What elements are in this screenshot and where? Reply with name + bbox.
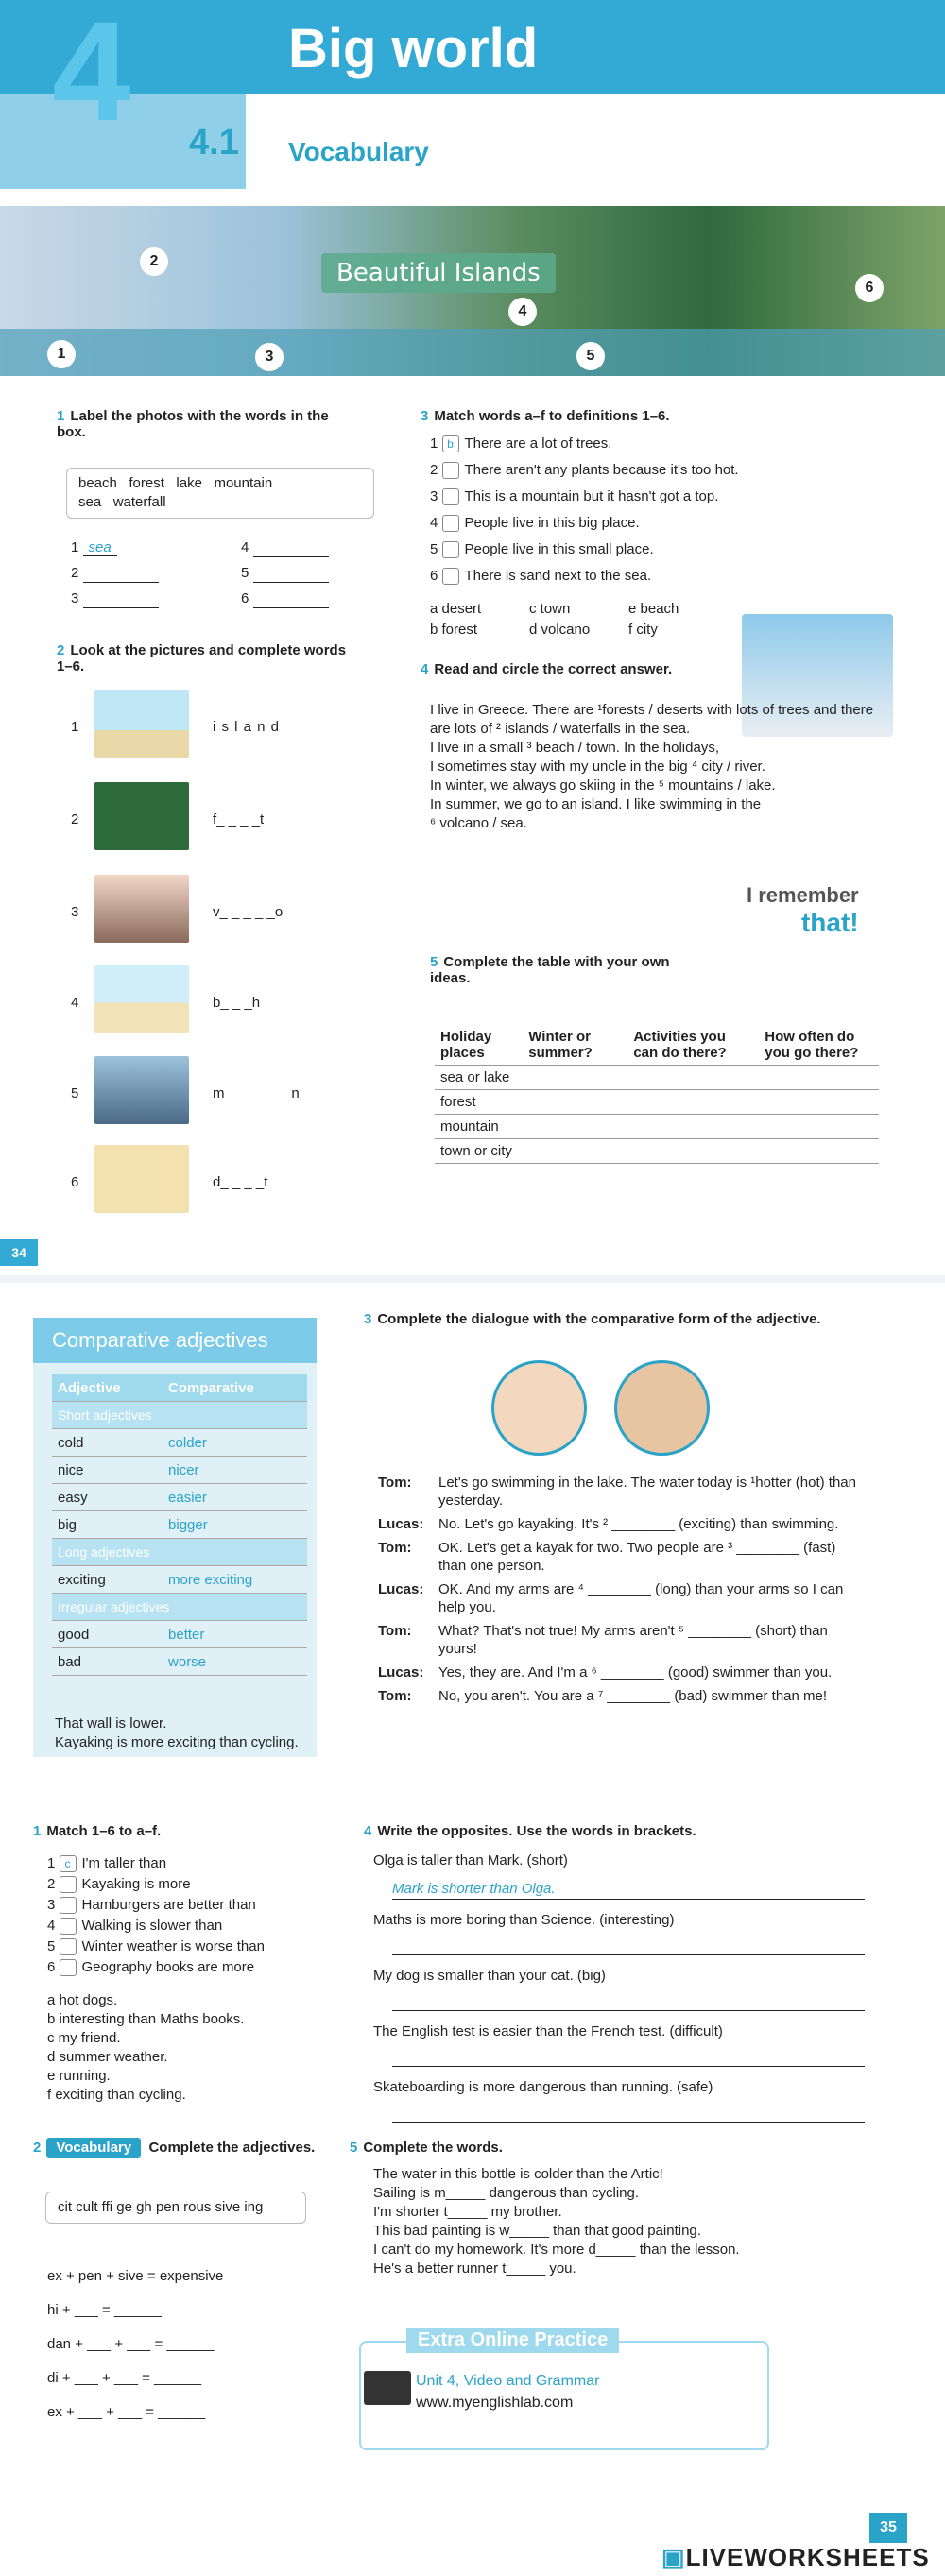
table-row: town or city [435, 1139, 879, 1164]
ex1-text: Label the photos with the words in the box. [57, 408, 329, 440]
word: beach [78, 475, 117, 491]
remember-bubble: I remember that! [747, 883, 859, 937]
lucas-avatar [614, 1360, 710, 1456]
liveworksheets-logo: ▣LIVEWORKSHEETS [662, 2543, 930, 2571]
g5-instruction: 5 Complete the words. [350, 2140, 503, 2156]
table-row: sea or lake [435, 1066, 879, 1090]
comparative-table: Adjective Comparative Short adjectives cold colder nice nicer easy easier big bigger Long adjectives exciting more exciting Irregular adjectives good better bad worse [52, 1374, 307, 1676]
section-irregular: Irregular adjectives [52, 1594, 307, 1621]
forest-picture [94, 782, 189, 850]
ex2-num-4: 4 [71, 995, 79, 1011]
ex3-option-e: e beach [628, 601, 679, 617]
table-header-row [435, 1025, 879, 1066]
ex1-item-6: 6 [241, 589, 329, 608]
photo-label-4: 4 [508, 298, 537, 326]
ex1-answer-2[interactable] [83, 567, 159, 583]
extra-practice-title: Extra Online Practice [406, 2328, 619, 2353]
col-adjective: Adjective [52, 1374, 163, 1402]
word: forest [129, 475, 164, 491]
ex2-num-1: 1 [71, 719, 79, 735]
g3-dialogue: Tom: Let's go swimming in the lake. The water today is ¹hotter (hot) than yesterday. Lucas: No. Let's go kayaking. It's ² ________ (exciting) than swimming. Tom: OK. Let's get a kayak for two. Two people are ³ ________ (fast) than one person. Lucas: OK. And my arms are ⁴ ________ (long) than your arms so I can help you. Tom: What? That's not true! My arms aren't ⁵ ________ (short) than yours! Lucas: Yes, they are. And I'm a ⁶ ________ (good) swimmer than you. Tom: No, you aren't. You are a ⁷ ________ (bad) swimmer than me! [378, 1475, 856, 1704]
word: mountain [214, 475, 273, 491]
g5-items: The water in this bottle is colder than the Artic! Sailing is m_____ dangerous than cycling. I'm shorter t_____ my brother. This bad painting is w_____ than that good painting. I can't do my homework. It's more d_____ than the lesson. He's a better runner t_____ you. [373, 2166, 740, 2277]
photo-label-6: 6 [855, 274, 884, 302]
ex2-word-1[interactable]: i s l a n d [213, 719, 281, 735]
page-number-left: 34 [0, 1239, 38, 1266]
table-row: mountain [435, 1115, 879, 1139]
unit-number: 4 [52, 0, 131, 150]
table-header: Holiday places [435, 1025, 523, 1066]
g2-instruction: 2 Vocabulary Complete the adjectives. [33, 2140, 316, 2156]
ex3-item-5: 5 People live in this small place. [430, 541, 654, 557]
ex1-word-box [66, 468, 374, 519]
ex3-instruction: 3 Match words a–f to definitions 1–6. [421, 408, 670, 424]
section-short: Short adjectives [52, 1402, 307, 1429]
vocabulary-badge: Vocabulary [46, 2138, 141, 2158]
ex3-item-6: 6 There is sand next to the sea. [430, 568, 652, 584]
ex1-answer-5[interactable] [253, 567, 329, 583]
ex2-num-3: 3 [71, 904, 79, 920]
photo-sea [0, 329, 945, 376]
ex2-word-3[interactable]: v_ _ _ _ _o [213, 904, 284, 920]
word: lake [176, 475, 202, 491]
ex2-word-6[interactable]: d_ _ _ _t [213, 1174, 268, 1190]
island-picture [94, 690, 189, 758]
ex4-instruction: 4 Read and circle the correct answer. [421, 661, 673, 677]
g1-instruction: 1 Match 1–6 to a–f. [33, 1823, 162, 1839]
page-divider [0, 1275, 945, 1283]
page-number-right: 35 [869, 2513, 907, 2543]
ex1-number: 1 [57, 408, 65, 424]
beach-picture [94, 965, 189, 1033]
ex1-item-1: 1 sea [71, 538, 117, 557]
grammar-example-a: That wall is lower. [55, 1715, 167, 1732]
section-number: 4.1 [189, 123, 239, 162]
mountain-picture [94, 1056, 189, 1124]
ex1-instruction [57, 408, 340, 440]
ex3-item-3: 3 This is a mountain but it hasn't got a top. [430, 488, 719, 504]
volcano-picture [94, 875, 189, 943]
tom-avatar [491, 1360, 587, 1456]
ex3-item-4: 4 People live in this big place. [430, 515, 640, 531]
ex1-answer-6[interactable] [253, 592, 329, 608]
ex1-answer-3[interactable] [83, 592, 159, 608]
g1-options: a hot dogs. b interesting than Maths books. c my friend. d summer weather. e running. f exciting than cycling. [47, 1992, 245, 2103]
ex4-text: I live in Greece. There are ¹forests / deserts with lots of trees and there are lots of ² islands / waterfalls in the sea. I live in a small ³ beach / town. In the holidays, I sometimes stay with my uncle in the big ⁴ city / river. In winter, we always go skiing in the ⁵ mountains / lake. In summer, we go to an island. I like swimming in the ⁶ volcano / sea. [430, 702, 874, 831]
ex5-instruction: 5 Complete the table with your own ideas. [430, 954, 670, 986]
col-comparative: Comparative [163, 1374, 307, 1402]
photo-banner: Beautiful Islands [321, 253, 556, 293]
g4-instruction: 4 Write the opposites. Use the words in brackets. [364, 1823, 696, 1839]
ex3-option-c: c town [529, 601, 571, 617]
ex1-item-2: 2 [71, 564, 159, 583]
table-header: Winter or summer? [523, 1025, 627, 1066]
ex2-word-4[interactable]: b_ _ _h [213, 995, 261, 1011]
photo-label-5: 5 [576, 342, 605, 370]
ex3-item-1: 1 b There are a lot of trees. [430, 435, 612, 452]
unit-title: Big world [288, 18, 539, 79]
ex2-word-5[interactable]: m_ _ _ _ _ _n [213, 1085, 300, 1101]
watermark-text: LIVEWORKSHEETS [685, 2543, 930, 2571]
table-row: forest [435, 1090, 879, 1115]
ex3-option-a: a desert [430, 601, 482, 617]
grammar-title: Comparative adjectives [33, 1318, 317, 1363]
ex3-item-2: 2 There aren't any plants because it's too hot. [430, 462, 739, 478]
photo-label-3: 3 [255, 343, 284, 371]
section-title: Vocabulary [288, 137, 429, 166]
table-header: Activities you can do there? [627, 1025, 759, 1066]
photo-label-1: 1 [47, 340, 76, 368]
ex3-option-b: b forest [430, 622, 478, 638]
ex3-option-f: f city [628, 622, 658, 638]
grammar-example-b: Kayaking is more exciting than cycling. [55, 1734, 299, 1750]
ex2-num-6: 6 [71, 1174, 79, 1190]
ex5-table [435, 1025, 879, 1164]
ex2-num-5: 5 [71, 1085, 79, 1101]
ex2-num-2: 2 [71, 811, 79, 827]
unit-header [0, 0, 945, 189]
ex1-item-3: 3 [71, 589, 159, 608]
g2-items: ex + pen + sive = expensive hi + ___ = ______ dan + ___ + ___ = ______ di + ___ + ___ = ______ ex + ___ + ___ = ______ [47, 2268, 224, 2420]
g2-parts-box: cit cult ffi ge gh pen rous sive ing [45, 2192, 306, 2224]
ex1-item-4: 4 [241, 538, 329, 557]
ex2-word-2[interactable]: f_ _ _ _t [213, 811, 265, 827]
table-header: How often do you go there? [759, 1025, 879, 1066]
g4-items: Olga is taller than Mark. (short) Mark is shorter than Olga. Maths is more boring than Science. (interesting) My dog is smaller than your cat. (big) The English test is easier than the French test. (difficult) Skateboarding is more dangerous than running. (safe) [373, 1851, 884, 2134]
desert-picture [94, 1145, 189, 1213]
ex1-answer-4[interactable] [253, 541, 329, 557]
ex1-answer-1[interactable]: sea [83, 539, 117, 556]
extra-practice-url[interactable]: www.myenglishlab.com [416, 2395, 574, 2411]
word: sea [78, 494, 102, 510]
ex1-item-5: 5 [241, 564, 329, 583]
laptop-icon [364, 2371, 411, 2405]
ex2-instruction: 2 Look at the pictures and complete words 1–6. [57, 642, 347, 674]
g1-list: 1 c I'm taller than 2 Kayaking is more 3 Hamburgers are better than 4 Walking is slower than 5 Winter weather is worse than 6 Geography books are more [47, 1855, 265, 1975]
g3-instruction: 3 Complete the dialogue with the comparative form of the adjective. [364, 1311, 821, 1327]
extra-practice-line: Unit 4, Video and Grammar [416, 2373, 600, 2389]
ex3-option-d: d volcano [529, 622, 591, 638]
section-long: Long adjectives [52, 1539, 307, 1566]
photo-label-2: 2 [140, 247, 168, 276]
word: waterfall [112, 494, 166, 510]
